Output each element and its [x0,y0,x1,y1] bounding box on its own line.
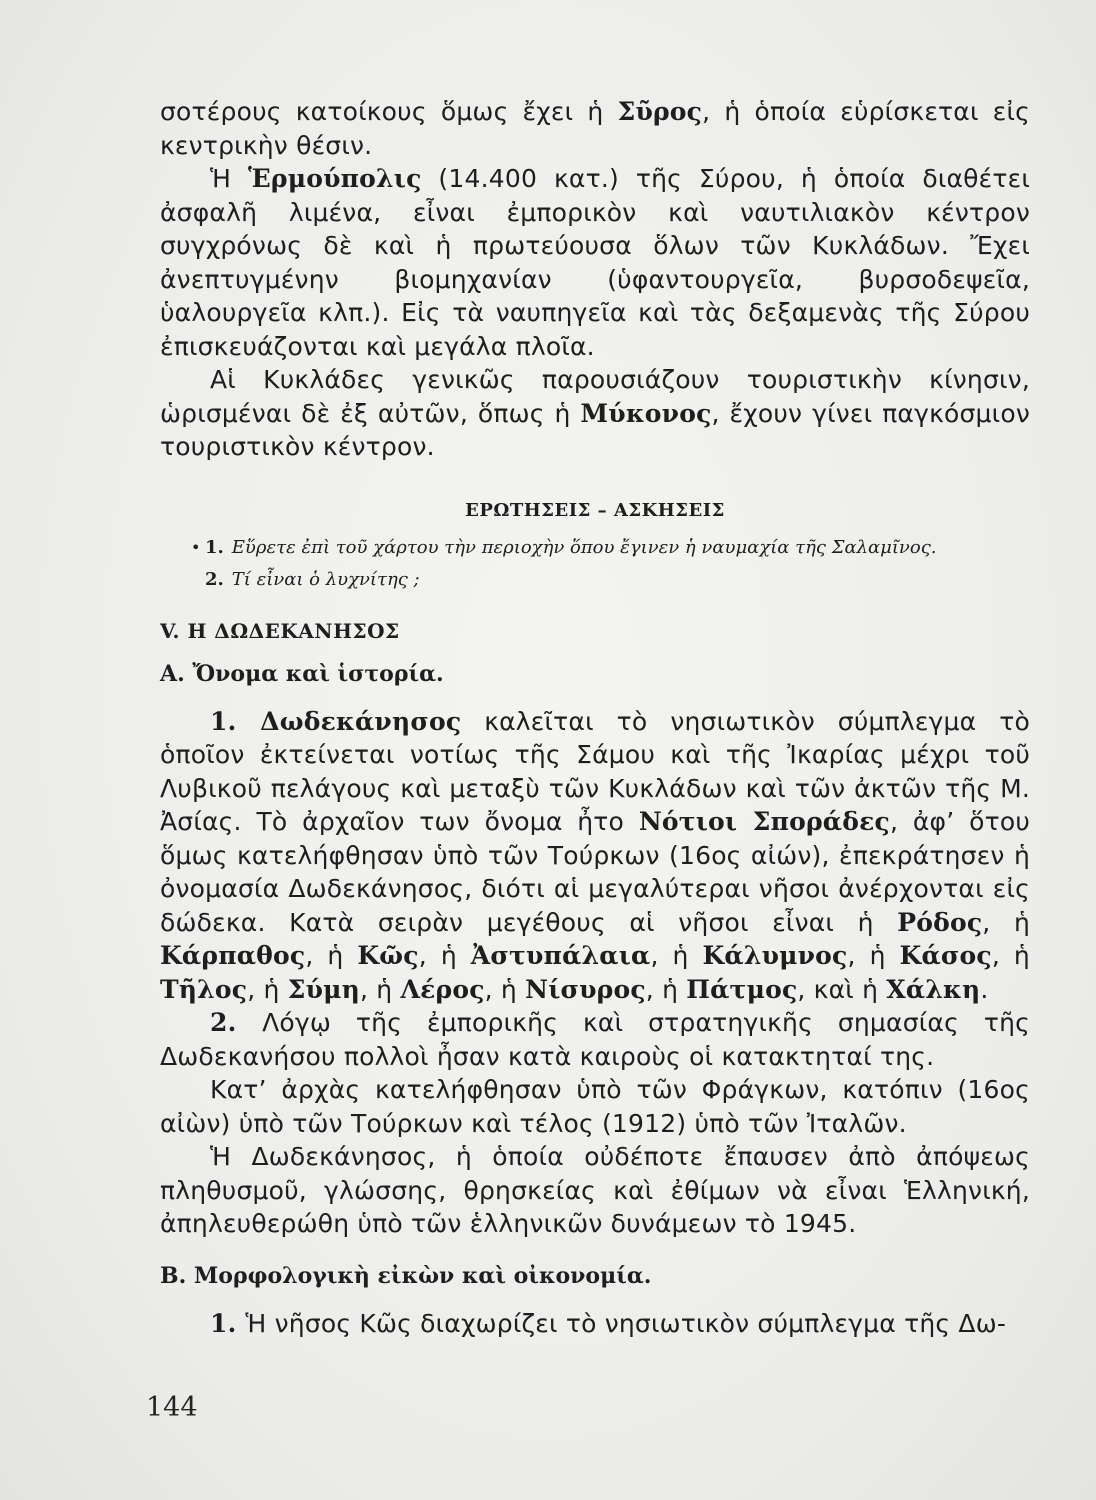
subsection-title-a: Α. Ὄνομα καὶ ἱστορία. [160,660,444,687]
paragraph-syros: σοτέρους κατοίκους ὅμως ἔχει ἡ Σῦρος, ἡ ὁποία εὑρίσκεται εἰς κεντρικὴν θέσιν. [160,97,1030,160]
paragraph-tourism: Αἱ Κυκλάδες γενικῶς παρουσιάζουν τουριστικὴν κίνησιν, ὡρισμέναι δὲ ἐξ αὐτῶν, ὅπως ἡ Μύκονος, ἔχουν γίνει παγκόσμιον τουριστικὸν κέντρον. [160,365,1030,461]
island-name: Κάλυμνος [702,941,848,970]
island-name: Τῆλος [160,974,248,1004]
paragraph-conquerors: 2. Λόγῳ τῆς ἐμπορικῆς καὶ στρατηγικῆς σημασίας τῆς Δωδεκανήσου πολλοὶ ἦσαν κατὰ καιροὺς οἱ κατακτηταί της. [160,1008,1030,1071]
bold-term: Δωδεκάνησος [260,706,462,736]
island-name: Λέρος [400,974,485,1004]
island-name: Σύμη [287,974,361,1004]
island-name: Κάρπαθος [160,941,306,970]
island-name: Νίσυρος [525,974,646,1004]
page-number: 144 [146,1392,198,1423]
island-name: Χάλκη [886,974,981,1004]
paragraph-kos: 1. Ἡ νῆσος Κῶς διαχωρίζει τὸ νησιωτικὸν σύμπλεγμα τῆς Δω- [210,1308,1007,1338]
subsection-title-b: Β. Μορφολογικὴ εἰκὼν καὶ οἰκονομία. [160,1262,652,1289]
questions-heading: ΕΡΩΤΗΣΕΙΣ – ΑΣΚΗΣΕΙΣ [465,499,725,521]
bold-term: Ἑρμούπολις [248,164,422,193]
bold-term: Μύκονος [580,398,712,428]
section-title: V. Η ΔΩΔΕΚΑΝΗΣΟΣ [160,618,400,643]
bold-term: Νότιοι Σποράδες [638,807,890,836]
bold-term: Σῦρος [617,97,703,126]
island-name: Ἀστυπάλαια [470,941,651,970]
paragraph-history: Κατ’ ἀρχὰς κατελήφθησαν ὑπὸ τῶν Φράγκων, κατόπιν (16ος αἰὼν) ὑπὸ τῶν Τούρκων καὶ τέλος (1912) ὑπὸ τῶν Ἰταλῶν. [160,1075,1030,1138]
question-item: 2. Τί εἶναι ὁ λυχνίτης ; [205,568,420,590]
paragraph-liberation: Ἡ Δωδεκάνησος, ἡ ὁποία οὐδέποτε ἔπαυσεν ἀπὸ ἀπόψεως πληθυσμοῦ, γλώσσης, θρησκείας καὶ ἐθίμων νὰ εἶναι Ἑλληνική, ἀπηλευθερώθη ὑπὸ τῶν ἑλληνικῶν δυνάμεων τὸ 1945. [160,1142,1030,1238]
island-name: Ρόδος [897,907,983,937]
paragraph-dodecanese-name: 1. Δωδεκάνησος καλεῖται τὸ νησιωτικὸν σύμπλεγμα τὸ ὁποῖον ἐκτείνεται νοτίως τῆς Σάμου καὶ τῆς Ἰκαρίας μέχρι τοῦ Λυβικοῦ πελάγους καὶ μεταξὺ τῶν Κυκλάδων καὶ τῶν ἀκτῶν τῆς Μ. Ἀσίας. Τὸ ἀρχαῖον των ὄνομα ἦτο Νότιοι Σποράδες, ἀφ’ ὅτου ὅμως κατελήφθησαν ὑπὸ τῶν Τούρκων (16ος αἰών), ἐπεκράτησεν ἡ ὀνομασία Δωδεκάνησος, διότι αἱ μεγαλύτεραι νῆσοι ἀνέρχονται εἰς δώδεκα. Κατὰ σειρὰν μεγέθους αἱ νῆσοι εἶναι ἡ Ρόδος, ἡ Κάρπαθος, ἡ Κῶς, ἡ Ἀστυπάλαια, ἡ Κάλυμνος, ἡ Κάσος, ἡ Τῆλος, ἡ Σύμη, ἡ Λέρος, ἡ Νίσυρος, ἡ Πάτμος, καὶ ἡ Χάλκη. [160,706,1030,1004]
paragraph-ermoupolis: Ἡ Ἑρμούπολις (14.400 κατ.) τῆς Σύρου, ἡ ὁποία διαθέτει ἀσφαλῆ λιμένα, εἶναι ἐμπορικὸν καὶ ναυτιλιακὸν κέντρον συγχρόνως δὲ καὶ ἡ πρωτεύουσα ὅλων τῶν Κυκλάδων. Ἔχει ἀνεπτυγμένην βιομηχανίαν (ὑφαντουργεῖα, βυρσοδεψεῖα, ὑαλουργεῖα κλπ.). Εἰς τὰ ναυπηγεῖα καὶ τὰς δεξαμενὰς τῆς Σύρου ἐπισκευάζονται καὶ μεγάλα πλοῖα. [160,164,1031,361]
page-content [160,95,1030,1340]
island-name: Κάσος [899,941,992,970]
question-item: • 1. Εὕρετε ἐπὶ τοῦ χάρτου τὴν περιοχὴν ὅπου ἔγινεν ἡ ναυμαχία τῆς Σαλαμῖνος. [205,535,1030,561]
island-name: Πάτμος [686,974,798,1004]
bullet-icon: • [191,537,201,557]
island-name: Κῶς [357,941,419,970]
